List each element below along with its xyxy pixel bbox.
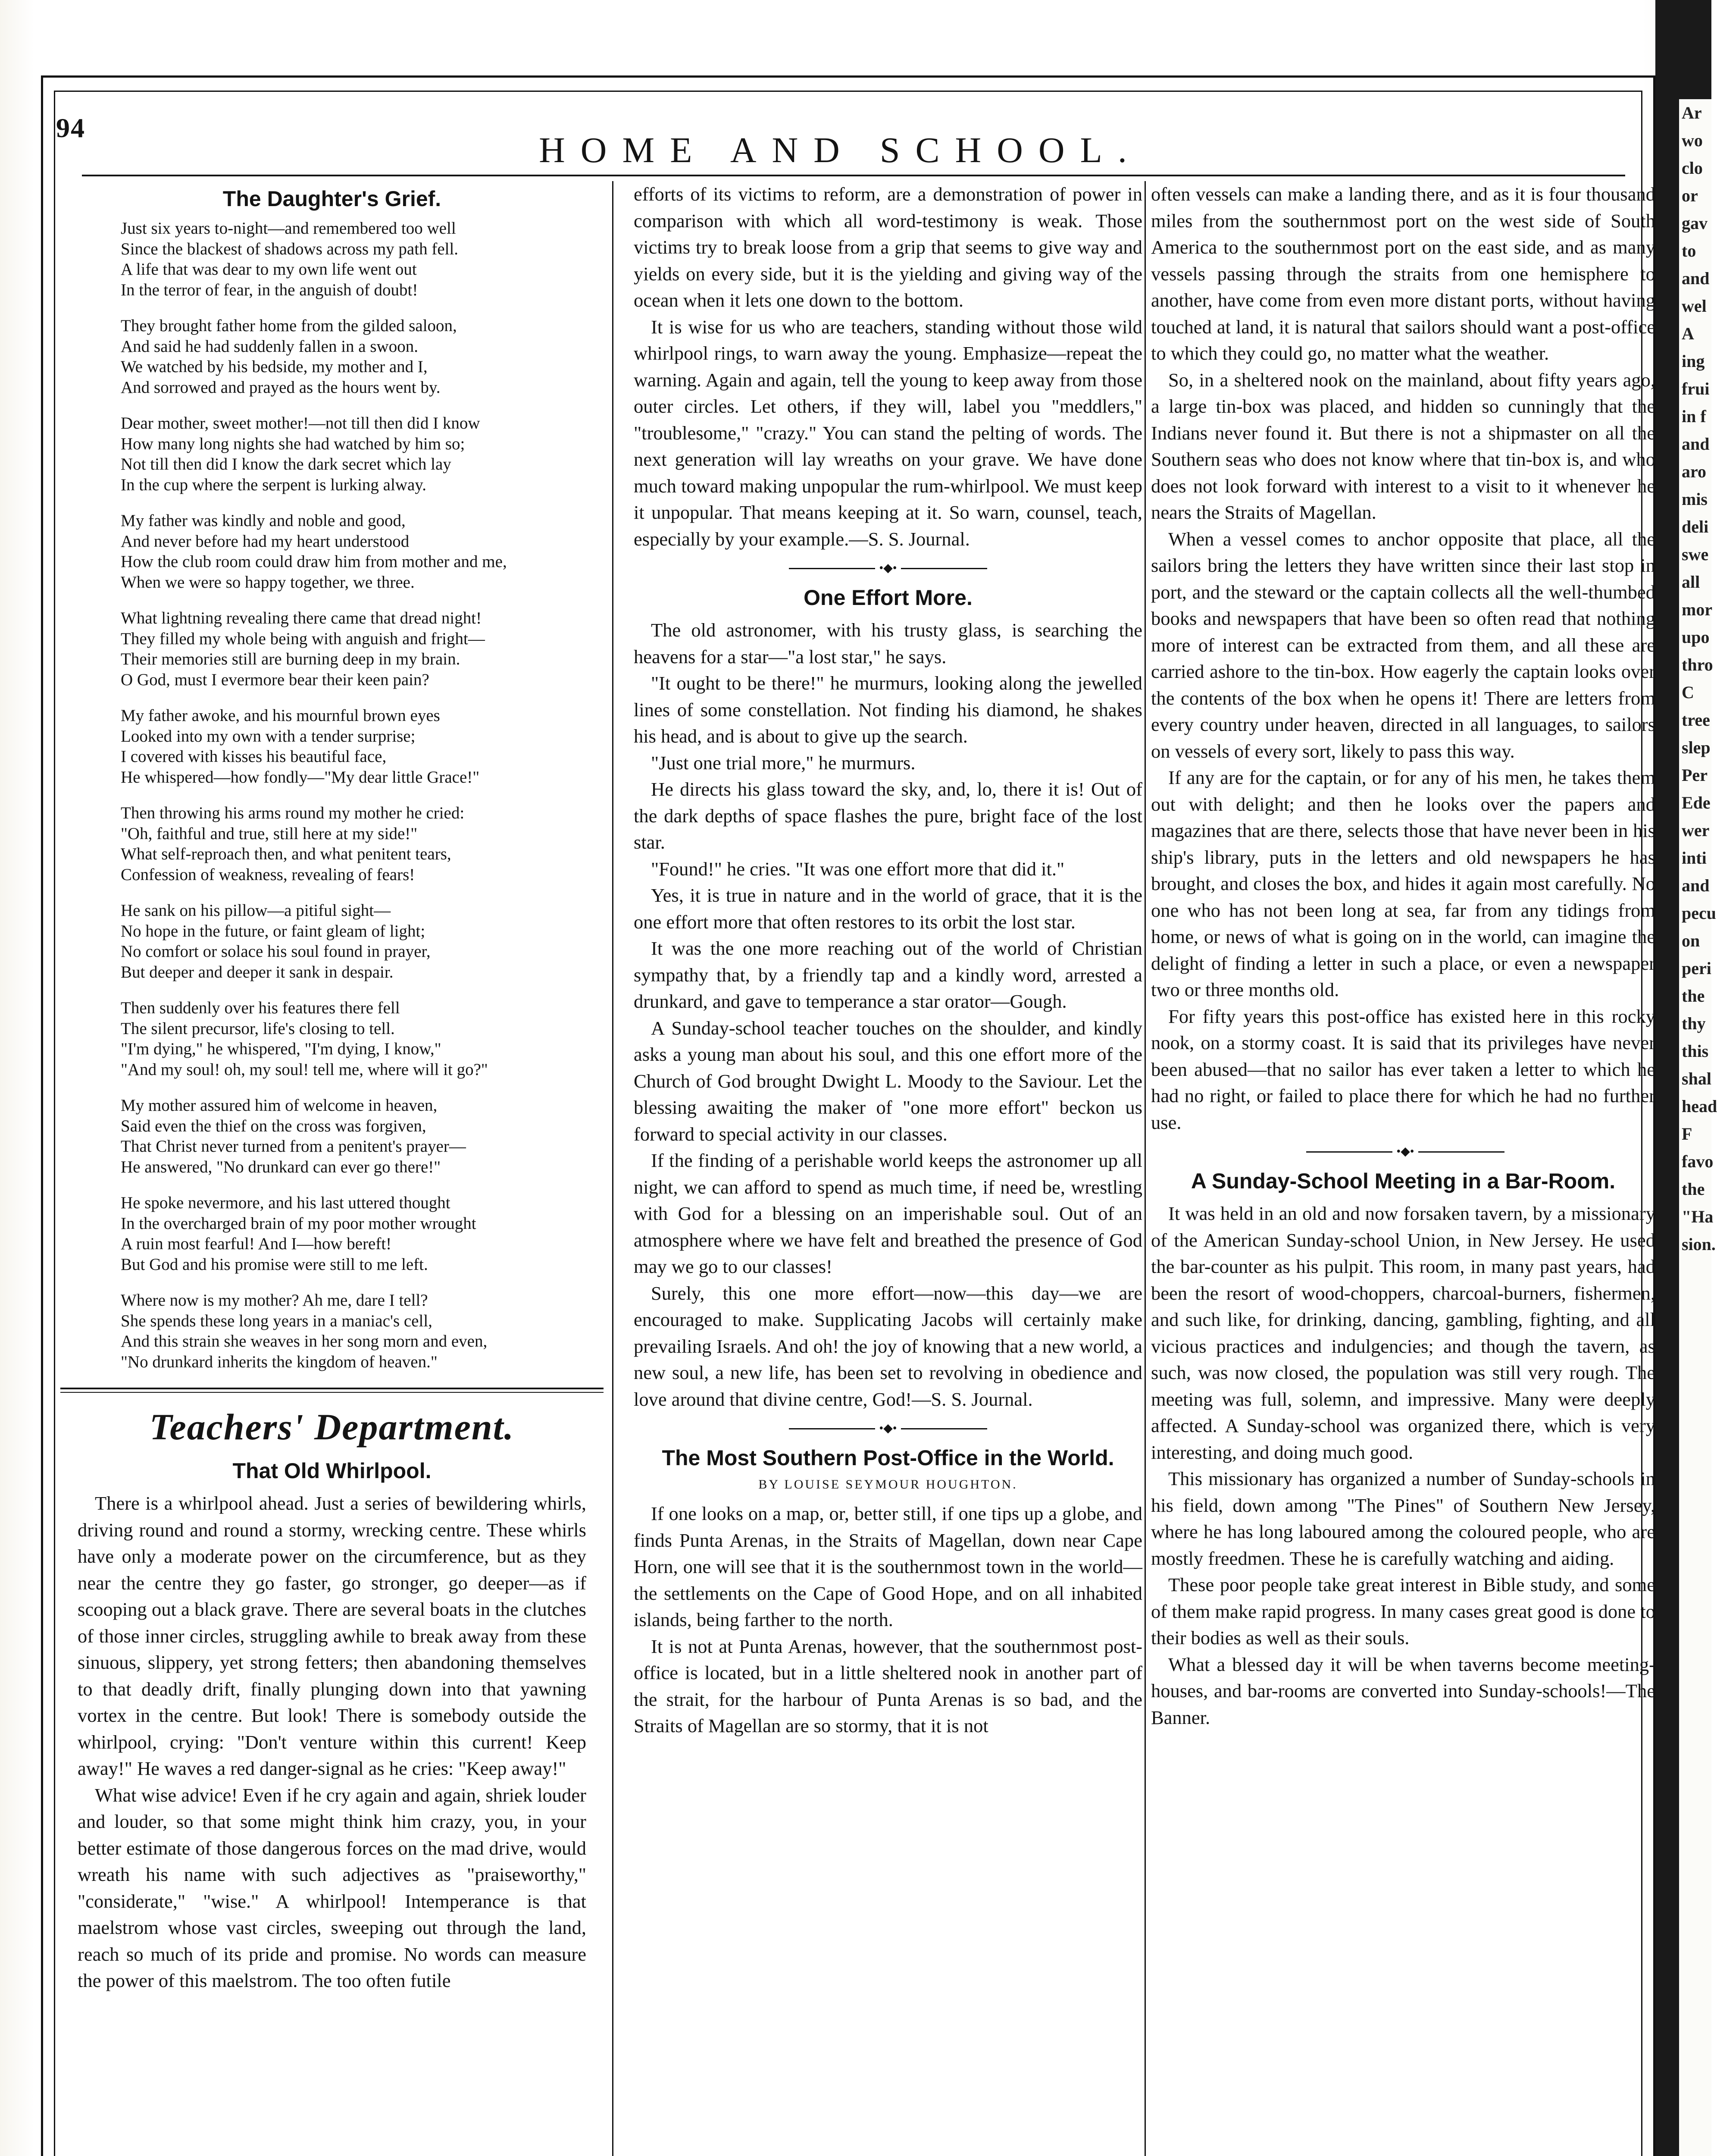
facing-page-line: C bbox=[1682, 683, 1694, 702]
poem-line: In the overcharged brain of my poor mother wrought bbox=[121, 1214, 476, 1233]
poem-stanza bbox=[121, 511, 586, 592]
poem-line: We watched by his bedside, my mother and I, bbox=[121, 357, 428, 376]
poem-stanza bbox=[121, 608, 586, 690]
poem-line: My mother assured him of welcome in heaven, bbox=[121, 1096, 438, 1115]
poem-stanza bbox=[121, 413, 586, 495]
paragraph: It is wise for us who are teachers, standing without those wild whirlpool rings, to warn away the young. Emphasize—repeat the warning. Again and again, tell the young to keep away from those outer circles. Let others, if they will, label you "meddlers," "troublesome," "crazy." You can stand the pelting of words. The next generation will lay wreaths on your grave. We have done much toward making unpopular the rum-whirlpool. We must keep it unpopular. That means keeping at it. So warn, counsel, teach, especially by your example.—S. S. Journal. bbox=[634, 316, 1142, 550]
facing-page-line: frui bbox=[1682, 379, 1710, 398]
facing-page-line: in f bbox=[1682, 407, 1706, 426]
separator-ornament: •◆• bbox=[1392, 1145, 1418, 1158]
poem-line: No hope in the future, or faint gleam of light; bbox=[121, 921, 425, 940]
facing-page-line: F bbox=[1682, 1124, 1692, 1144]
facing-page-line: head bbox=[1682, 1097, 1717, 1116]
paragraph: If one looks on a map, or, better still, if one tips up a globe, and finds Punta Arenas, in the Straits of Magellan, down near Cape Horn, one will see that it is the southernmost town in the world—the settlements on the Cape of Good Hope, and on all inhabited islands, being farther to the north. bbox=[634, 1503, 1142, 1630]
paragraph: So, in a sheltered nook on the mainland, about fifty years ago, a large tin-box was placed, and hidden so cunningly that the Indians never found it. But there is not a shipmaster on all the Southern seas who does not know where that tin-box is, and who does not look forward with interest to a visit to it whenever he nears the Straits of Magellan. bbox=[1151, 369, 1655, 523]
poem-line: He whispered—how fondly—"My dear little Grace!" bbox=[121, 768, 480, 787]
poem-line: Dear mother, sweet mother!—not till then did I know bbox=[121, 414, 480, 432]
paragraph: The old astronomer, with his trusty glass, is searching the heavens for a star—"a lost star," he says. bbox=[634, 619, 1142, 667]
poem-line: The silent precursor, life's closing to tell. bbox=[121, 1019, 395, 1038]
facing-page-line: Ede bbox=[1682, 793, 1711, 812]
ornamental-separator bbox=[1151, 1145, 1655, 1158]
paragraph: "Found!" he cries. "It was one effort more that did it." bbox=[651, 858, 1065, 880]
facing-page-line: Per bbox=[1682, 765, 1708, 785]
bar-room-body bbox=[1151, 1200, 1655, 1731]
poem-stanza bbox=[121, 316, 586, 398]
poem-line: And said he had suddenly fallen in a swoon. bbox=[121, 337, 418, 356]
poem-line: What lightning revealing there came that dread night! bbox=[121, 609, 482, 627]
poem-line: Looked into my own with a tender surprise; bbox=[121, 727, 416, 746]
facing-page-line: clo bbox=[1682, 158, 1703, 178]
column-rule-2 bbox=[1145, 181, 1146, 2156]
poem-line: In the cup where the serpent is lurking alway. bbox=[121, 475, 426, 494]
poem-line: No comfort or solace his soul found in prayer, bbox=[121, 942, 431, 961]
whirlpool-title: That Old Whirlpool. bbox=[232, 1459, 432, 1483]
poem-line: She spends these long years in a maniac's cell, bbox=[121, 1311, 432, 1330]
post-office-title: The Most Southern Post-Office in the World. bbox=[662, 1446, 1114, 1470]
poem-line: Where now is my mother? Ah me, dare I tell? bbox=[121, 1291, 428, 1310]
column-1 bbox=[78, 181, 586, 2156]
facing-page-line: swe bbox=[1682, 545, 1709, 564]
poem-line: They filled my whole being with anguish and fright— bbox=[121, 629, 485, 648]
poem-line: When we were so happy together, we three. bbox=[121, 573, 415, 592]
paragraph: It was the one more reaching out of the world of Christian sympathy that, by a friendly tap and a kindly word, arrested a drunkard, and gave to temperance a star orator—Gough. bbox=[634, 937, 1142, 1012]
paragraph: What a blessed day it will be when taverns become meeting-houses, and bar-rooms are converted into Sunday-schools!—The Banner. bbox=[1151, 1653, 1655, 1728]
paragraph: often vessels can make a landing there, and as it is four thousand miles from the southernmost port on the west side of South America to the southernmost port on the east side, and as many vessels passing through the straits from one hemisphere to another, have come from even more distant ports, without having touched at land, it is natural that sailors should want a post-office to which they could go, no matter what the weather. bbox=[1151, 183, 1655, 364]
poem-line: "And my soul! oh, my soul! tell me, where will it go?" bbox=[121, 1060, 488, 1079]
poem-line: And sorrowed and prayed as the hours went by. bbox=[121, 378, 441, 397]
facing-page-line: mis bbox=[1682, 489, 1708, 509]
paragraph: When a vessel comes to anchor opposite that place, all the sailors bring the letters they have written since their last stop in port, and the steward or the captain collects all the well-thumbed books and newspapers that have been so often read that nothing more of interest can be extracted from them, and all these are carried ashore to the tin-box. How eagerly the captain looks over the contents of the box when he opens it! There are letters from every country under heaven, directed in all languages, to sailors on vessels of every sort, likely to pass this way. bbox=[1151, 528, 1655, 762]
poem-line: But deeper and deeper it sank in despair. bbox=[121, 962, 394, 981]
facing-page-line: upo bbox=[1682, 627, 1710, 647]
paragraph: These poor people take great interest in Bible study, and some of them make rapid progress. In many cases great good is done to their bodies as well as their souls. bbox=[1151, 1574, 1655, 1648]
poem-line: He sank on his pillow—a pitiful sight— bbox=[121, 901, 391, 920]
facing-page-line: on bbox=[1682, 931, 1700, 950]
separator-ornament: •◆• bbox=[875, 1422, 901, 1435]
column-rule-1 bbox=[612, 181, 613, 2156]
poem-stanza bbox=[121, 1193, 586, 1275]
facing-page-line: the bbox=[1682, 986, 1705, 1006]
facing-page-line: tree bbox=[1682, 710, 1710, 730]
whirlpool-body-part2 bbox=[634, 181, 1142, 552]
poem-line: That Christ never turned from a penitent's prayer— bbox=[121, 1137, 466, 1156]
poem-line: "No drunkard inherits the kingdom of heaven." bbox=[121, 1352, 438, 1371]
poem-line: Since the blackest of shadows across my path fell. bbox=[121, 239, 459, 258]
poem-stanza bbox=[121, 1290, 586, 1372]
paragraph: What wise advice! Even if he cry again and again, shriek louder and louder, so that some might think him crazy, you, in your better estimate of those dangerous forces on the mad drive, would wreath his name with such adjectives as "praiseworthy," "considerate," "wise." A whirlpool! Intemperance is that maelstrom whose vast circles, sweeping out through the land, reach so much of its pride and promise. No words can measure the power of this maelstrom. The too often futile bbox=[78, 1784, 586, 1991]
facing-page-line: to bbox=[1682, 241, 1696, 260]
ornamental-separator bbox=[634, 562, 1142, 575]
poem-line: How many long nights she had watched by him so; bbox=[121, 434, 465, 453]
poem-line: They brought father home from the gilded saloon, bbox=[121, 317, 457, 335]
poem-stanza bbox=[121, 218, 586, 300]
facing-page-line: and bbox=[1682, 876, 1710, 895]
poem-line: How the club room could draw him from mother and me, bbox=[121, 552, 507, 571]
department-heading: Teachers' Department. bbox=[149, 1406, 515, 1448]
poem-line: Said even the thief on the cross was forgiven, bbox=[121, 1116, 426, 1135]
facing-page-line: Ar bbox=[1682, 103, 1702, 122]
facing-page-line: or bbox=[1682, 186, 1698, 205]
poem-stanza bbox=[121, 803, 586, 885]
facing-page-line: deli bbox=[1682, 517, 1709, 536]
separator-ornament: •◆• bbox=[875, 562, 901, 575]
poem-line: I covered with kisses his beautiful face, bbox=[121, 747, 387, 766]
poem-line: Confession of weakness, revealing of fears! bbox=[121, 865, 415, 884]
poem-line: O God, must I evermore bear their keen pain? bbox=[121, 670, 429, 689]
facing-page-line: the bbox=[1682, 1179, 1705, 1199]
poem-line: My father awoke, and his mournful brown eyes bbox=[121, 706, 440, 725]
poem-line: "Oh, faithful and true, still here at my side!" bbox=[121, 824, 418, 843]
poem-line: Their memories still are burning deep in my brain. bbox=[121, 650, 460, 668]
column-3 bbox=[1151, 181, 1655, 2156]
facing-page-line: thro bbox=[1682, 655, 1713, 674]
paragraph: It is not at Punta Arenas, however, that the southernmost post-office is located, but in a little sheltered nook in another part of the strait, for the harbour of Punta Arenas is so bad, and the Straits of Magellan are so stormy, that it is not bbox=[634, 1635, 1142, 1736]
poem-line: He spoke nevermore, and his last uttered thought bbox=[121, 1194, 450, 1212]
page-number: 94 bbox=[56, 113, 85, 143]
poem-stanza bbox=[121, 705, 586, 787]
paragraph: "Just one trial more," he murmurs. bbox=[651, 752, 916, 774]
paragraph: For fifty years this post-office has existed here in this rocky nook, on a stormy coast. It is said that its privileges have never been abused—that no sailor has ever taken a letter to which he had no right, or failed to place there for which he had no further use. bbox=[1151, 1005, 1655, 1133]
poem-line: And never before had my heart understood bbox=[121, 532, 410, 551]
poem-line: In the terror of fear, in the anguish of doubt! bbox=[121, 280, 418, 299]
poem-line: A ruin most fearful! And I—how bereft! bbox=[121, 1235, 392, 1253]
paragraph: Yes, it is true in nature and in the world of grace, that it is the one effort more that often restores to its orbit the lost star. bbox=[634, 884, 1142, 933]
paragraph: It was held in an old and now forsaken tavern, by a missionary of the American Sunday-school Union, in New Jersey. He used the bar-counter as his pulpit. This room, in many past years, had been the resort of wood-choppers, charcoal-burners, fishermen, and such like, for drinking, dancing, gambling, fighting, and all vicious practices and indulgencies; and though the tavern, as such, was now closed, the population was still very rough. The meeting was full, solemn, and impressive. Many were deeply affected. A Sunday-school was organized there, which is very interesting, and doing much good. bbox=[1151, 1203, 1655, 1463]
poem-line: My father was kindly and noble and good, bbox=[121, 511, 406, 530]
paragraph: If any are for the captain, or for any of his men, he takes them out with delight; and then he looks over the papers and magazines that are there, selects those that have never been in his ship's library, puts in the letters and old newspapers he has brought, and closes the box, and hides it again most carefully. No one who has not been long at sea, far from any tidings from home, or news of what is going on in the world, can imagine the delight of finding a letter in such a place, or even a newspaper two or three months old. bbox=[1151, 767, 1655, 1000]
poem-line: A life that was dear to my own life went out bbox=[121, 260, 417, 279]
facing-page-line: sion. bbox=[1682, 1235, 1716, 1254]
paragraph: "It ought to be there!" he murmurs, looking along the jewelled lines of some constellation. Not finding his diamond, he shakes his head, and is about to give up the search. bbox=[634, 672, 1142, 747]
post-office-body-part1 bbox=[634, 1501, 1142, 1739]
poem-line: He answered, "No drunkard can ever go there!" bbox=[121, 1157, 441, 1176]
poem-title: The Daughter's Grief. bbox=[222, 187, 441, 211]
post-office-body-part2 bbox=[1151, 181, 1655, 1136]
paragraph: A Sunday-school teacher touches on the shoulder, and kindly asks a young man about his soul, and this one effort more of the Church of God brought Dwight L. Moody to the Saviour. Let the blessing awaiting the maker of "one more effort" beckon us forward to special activity in our classes. bbox=[634, 1017, 1142, 1145]
facing-page-line: pecu bbox=[1682, 903, 1716, 923]
facing-page-line: mor bbox=[1682, 600, 1713, 619]
journal-title: HOME AND SCHOOL. bbox=[539, 130, 1142, 170]
one-effort-title: One Effort More. bbox=[804, 586, 973, 610]
facing-page-line: A bbox=[1682, 324, 1694, 343]
facing-page-line: aro bbox=[1682, 462, 1707, 481]
poem-line: Just six years to-night—and remembered too well bbox=[121, 219, 456, 238]
facing-page-line: peri bbox=[1682, 959, 1711, 978]
column-2 bbox=[634, 181, 1142, 2156]
facing-page-line: inti bbox=[1682, 848, 1707, 868]
facing-page-line: slep bbox=[1682, 738, 1711, 757]
facing-page-line: and bbox=[1682, 269, 1710, 288]
poem-line: Then throwing his arms round my mother he cried: bbox=[121, 804, 465, 822]
paragraph: efforts of its victims to reform, are a demonstration of power in comparison with which all word-testimony is weak. Those victims try to break loose from a grip that seems to give way and yields on every side, but it is the yielding and giving way of the ocean when it lets one down to the bottom. bbox=[634, 183, 1142, 311]
poem-stanza bbox=[121, 900, 586, 982]
facing-page-line: "Ha bbox=[1682, 1207, 1714, 1226]
department-rule bbox=[60, 1388, 604, 1393]
paragraph: This missionary has organized a number of Sunday-schools in his field, down among "The Pines" of Southern New Jersey, where he has long laboured among the coloured people, who are mostly freedmen. These he is carefully watching and aiding. bbox=[1151, 1468, 1655, 1569]
paragraph: He directs his glass toward the sky, and, lo, there it is! Out of the dark depths of space flashes the pure, bright face of the lost star. bbox=[634, 778, 1142, 853]
facing-page-line: shal bbox=[1682, 1069, 1711, 1088]
paragraph: Surely, this one more effort—now—this day—we are encouraged to make. Supplicating Jacobs will certainly make prevailing Israels. And oh! the joy of knowing that a new world, a new soul, a new life, has been set to revolving in obedience and love around that divine centre, God!—S. S. Journal. bbox=[634, 1282, 1142, 1410]
one-effort-body bbox=[634, 617, 1142, 1413]
facing-page-line: all bbox=[1682, 572, 1700, 592]
header-rule bbox=[82, 175, 1625, 176]
facing-page-line: gav bbox=[1682, 213, 1708, 233]
poem-stanza bbox=[121, 998, 586, 1080]
post-office-byline: BY LOUISE SEYMOUR HOUGHTON. bbox=[758, 1477, 1018, 1492]
facing-page-line: ing bbox=[1682, 351, 1705, 371]
facing-page-line: wer bbox=[1682, 821, 1710, 840]
facing-page-line: wel bbox=[1682, 296, 1707, 316]
facing-page-line: favo bbox=[1682, 1152, 1714, 1171]
paragraph: If the finding of a perishable world keeps the astronomer up all night, we can afford to spend as much time, if need be, wrestling with God for a blessing on an imperishable soul. Out of an atmosphere where we have felt and breathed the presence of God may we go to our classes! bbox=[634, 1150, 1142, 1277]
poem-line: "I'm dying," he whispered, "I'm dying, I know," bbox=[121, 1040, 441, 1058]
poem-line: Then suddenly over his features there fell bbox=[121, 999, 400, 1017]
poem-stanza bbox=[121, 1095, 586, 1177]
facing-page-line: wo bbox=[1682, 131, 1703, 150]
poem-body bbox=[121, 218, 586, 1372]
ornamental-separator bbox=[634, 1422, 1142, 1435]
facing-page-line: this bbox=[1682, 1041, 1709, 1061]
whirlpool-body-part1 bbox=[78, 1490, 586, 1994]
bar-room-title: A Sunday-School Meeting in a Bar-Room. bbox=[1191, 1169, 1616, 1193]
poem-line: But God and his promise were still to me left. bbox=[121, 1255, 428, 1274]
facing-page-fragment bbox=[1679, 99, 1717, 2156]
facing-page-line: and bbox=[1682, 434, 1710, 454]
paragraph: There is a whirlpool ahead. Just a series of bewildering whirls, driving round and round a stormy, wrecking centre. These whirls have only a moderate power on the circumference, but as they near the centre they go faster, go stronger, go deeper—as if scooping out a black grave. There are several boats in the clutches of those inner circles, struggling awhile to break away from these sinuous, slippery, yet strong fetters; then abandoning themselves to that deadly drift, finally plunging down into that yawning vortex in the centre. But look! There is somebody outside the whirlpool, crying: "Don't venture within this current! Keep away!" He waves a red danger-signal as he cries: "Keep away!" bbox=[78, 1492, 586, 1779]
poem-line: And this strain she weaves in her song morn and even, bbox=[121, 1332, 488, 1351]
facing-page-line: thy bbox=[1682, 1014, 1706, 1033]
poem-line: What self-reproach then, and what penitent tears, bbox=[121, 845, 451, 863]
poem-line: Not till then did I know the dark secret which lay bbox=[121, 455, 451, 473]
